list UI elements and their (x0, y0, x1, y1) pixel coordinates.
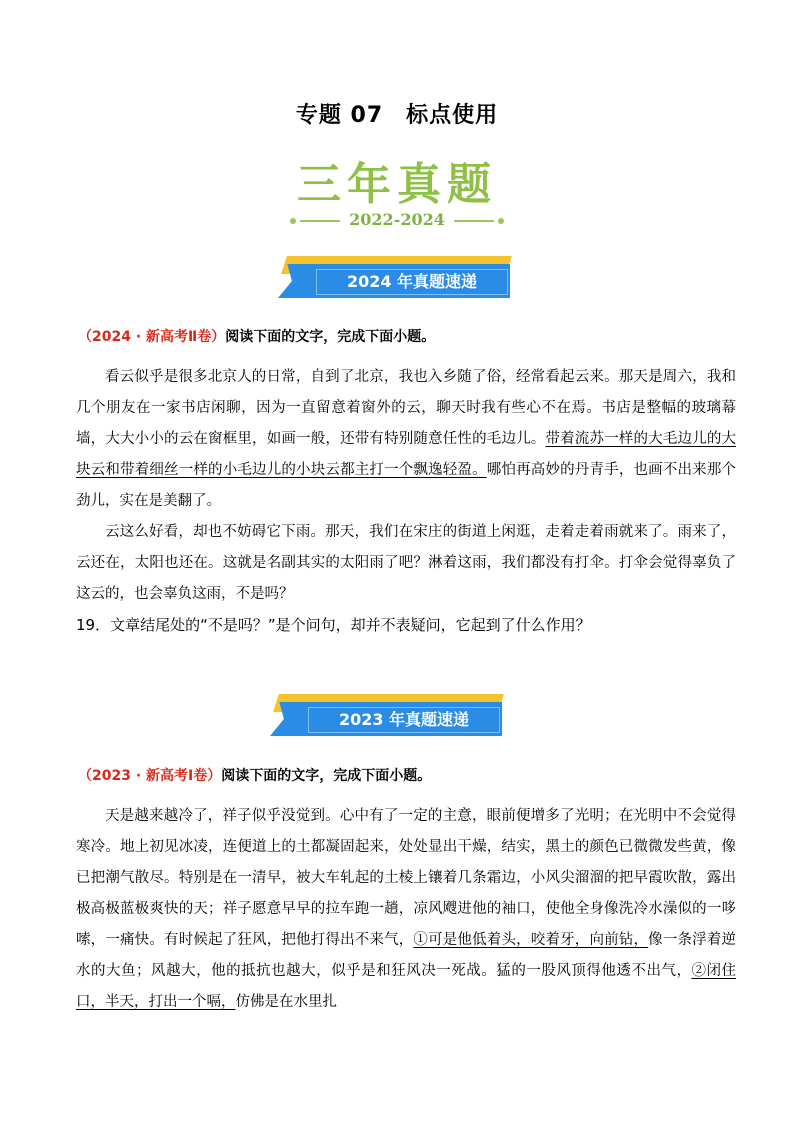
passage-text: 天是越来越冷了，祥子似乎没觉到。心中有了一定的主意，眼前便增多了光明；在光明中不会觉得寒冷。地上初见冰凌，连便道上的土都凝固起来，处处显出干燥，结实，黑土的颜色已微微发些黄，像已把潮气散尽。特别是在一清早，被大车轧起的土棱上镶着几条霜边，小风尖溜溜的把早霞吹散，露出极高极蓝极爽快的天；祥子愿意早早的拉车跑一趟，凉风飕进他的袖口，使他全身像洗冷水澡似的一哆嗦，一痛快。有时候起了狂风，把他打得出不来气， (76, 808, 736, 948)
banner-2023 (270, 694, 506, 734)
banner-2024 (278, 256, 514, 296)
passage-paragraph (76, 362, 736, 517)
exam-source: （2023 · 新高考Ⅰ卷） (78, 768, 222, 784)
year-range (0, 210, 794, 229)
underlined-sentence-2: ②闭住口，半天，打出一个嗝， (76, 963, 737, 1010)
divider (300, 220, 340, 222)
underlined-sentence-1: ①可是他低着头，咬着牙，向前钻， (413, 932, 649, 948)
instruction: 阅读下面的文字，完成下面小题。 (225, 329, 436, 345)
instruction: 阅读下面的文字，完成下面小题。 (221, 768, 432, 784)
underlined-sentence: 带着流苏一样的大毛边儿的大块云和带着细丝一样的小毛边儿的小块云都主打一个飘逸轻盈。 (76, 431, 736, 478)
passage-paragraph: 云这么好看，却也不妨碍它下雨。那天，我们在宋庄的街道上闲逛，走着走着雨就来了。雨来了，云还在，太阳也还在。这就是名副其实的太阳雨了吧？淋着这雨，我们都没有打伞。打伞会觉得辜负了这云的，也会辜负这雨，不是吗？ (76, 524, 736, 602)
year-range-text: 2022-2024 (349, 210, 445, 229)
passage-paragraph (76, 801, 736, 1018)
divider (454, 220, 494, 222)
source-line-2023 (78, 765, 431, 785)
banner-label: 2024 年真题速递 (316, 269, 508, 295)
exam-source: （2024 · 新高考Ⅱ卷） (78, 329, 226, 345)
passage-text: 哪怕再高妙的丹青手，也画不出来那个劲儿，实在是美翻了。 (76, 462, 737, 509)
dot-icon (498, 218, 504, 224)
page-title: 专题 07 标点使用 (295, 103, 499, 128)
question: 19．文章结尾处的“不是吗？”是个问句，却并不表疑问，它起到了什么作用？ (76, 616, 591, 634)
section-banner-title: 三年真题 (297, 159, 497, 210)
passage-text: 像一条浮着逆水的大鱼；风越大，他的抵抗也越大，似乎是和狂风决一死战。猛的一股风顶得他透不出气， (76, 932, 737, 979)
passage-text: 仿佛是在水里扎 (235, 994, 337, 1010)
dot-icon (290, 218, 296, 224)
passage-text: 看云似乎是很多北京人的日常，自到了北京，我也入乡随了俗，经常看起云来。那天是周六，我和几个朋友在一家书店闲聊，因为一直留意着窗外的云，聊天时我有些心不在焉。书店是整幅的玻璃幕墙，大大小小的云在窗框里，如画一般，还带有特别随意任性的毛边儿。 (76, 369, 736, 447)
source-line-2024 (78, 326, 435, 346)
banner-label: 2023 年真题速递 (308, 707, 500, 733)
